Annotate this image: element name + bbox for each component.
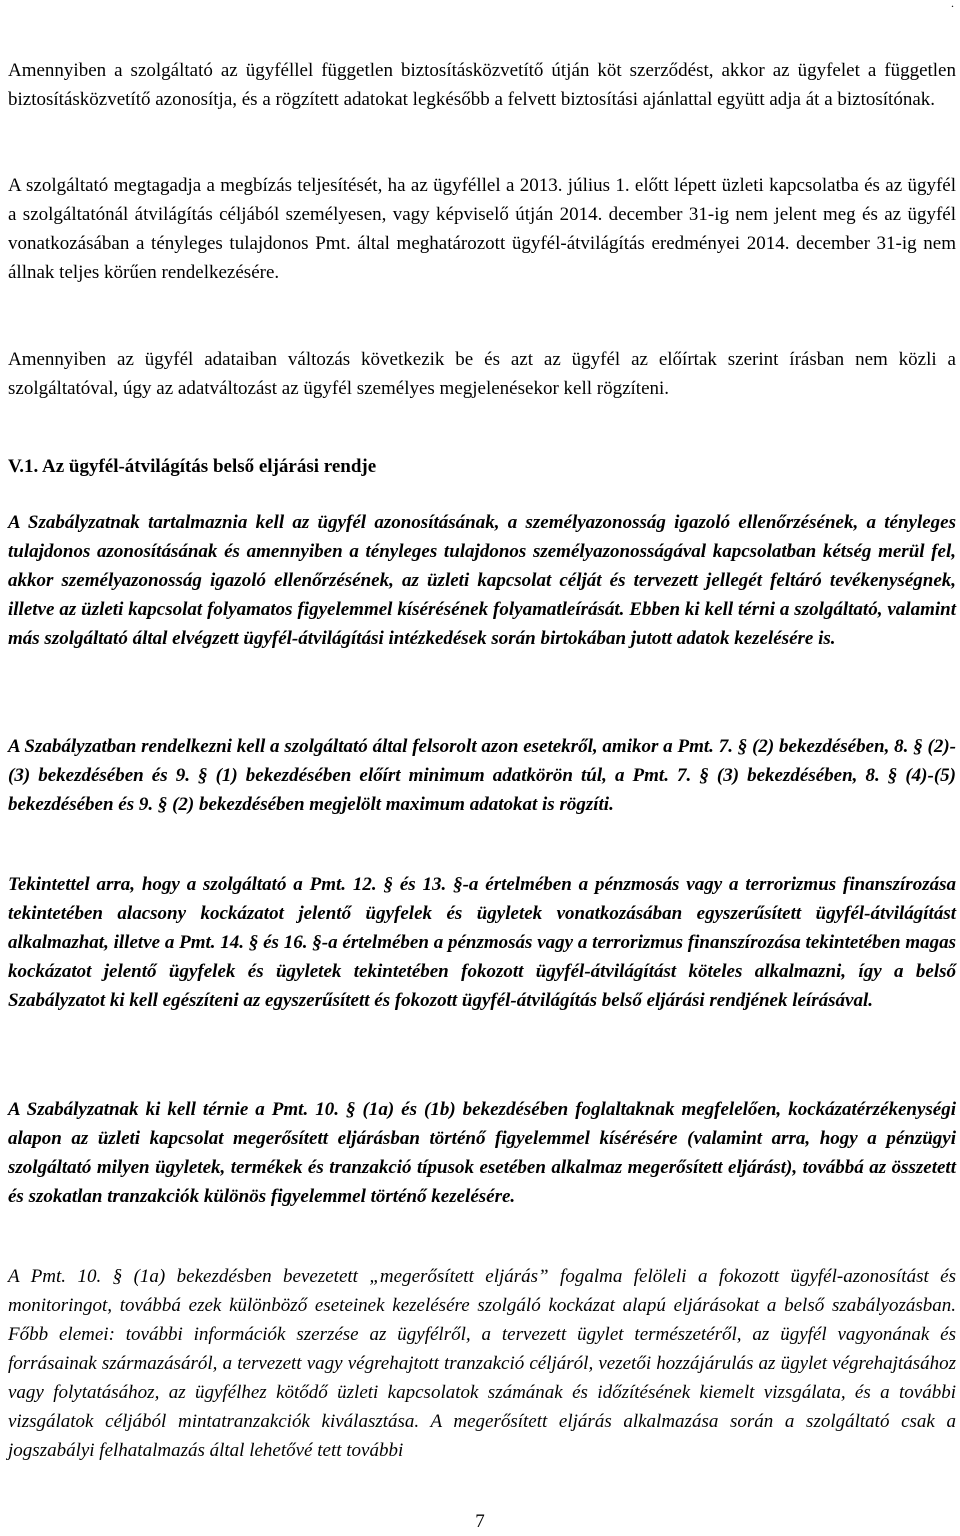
paragraph-data-scope: A Szabályzatban rendelkezni kell a szolgáltató által felsorolt azon esetekről, amikor a Pmt. 7. § (2) bekezdésében, 8. § (2)-(3) bekezdésében és 9. § (1) bekezdésében előírt minimum adatkörön túl, a Pmt. 7. § (3) bekezdésében, 8. § (4)-(5) bekezdésében és 9. § (2) bekezdésében megjelölt maximum adatokat is rögzíti. (8, 736, 956, 815)
paragraph-enhanced-definition: A Pmt. 10. § (1a) bekezdésben bevezetett „megerősített eljárás” fogalma felöleli a fokozott ügyfél-azonosítást és monitoringot, továbbá ezek különböző eseteinek kezelésére szolgáló kockázat alapú eljárásokat a belső szabályozásban. Főbb elemei: további információk szerzése az ügyfélről, a tervezett ügylet természetéről, az ügyfél vagyonának és forrásainak származásáról, a tervezett vagy végrehajtott tranzakció céljáról, vezetői hozzájárulás az ügylet végrehajtásához vagy folytatásához, az ügyfélhez kötődő üzleti kapcsolatok számának és időzítésének kiemelt vizsgálata, és a további vizsgálatok céljából mintatranzakciók kiválasztása. A megerősített eljárás alkalmazása során a szolgáltató csak a jogszabályi felhatalmazás által lehetővé tett további (8, 1266, 956, 1461)
paragraph-enhanced-procedure: A Szabályzatnak ki kell térnie a Pmt. 10. § (1a) és (1b) bekezdésében foglaltaknak megfelelően, kockázatérzékenységi alapon az üzleti kapcsolat megerősített eljárásban történő figyelemmel kísérésére (valamint arra, hogy a pénzügyi szolgáltató milyen ügyletek, termékek és tranzakció típusok esetében alkalmaz megerősített eljárást), továbbá az összetett és szokatlan tranzakciók különös figyelemmel történő kezelésére. (8, 1099, 956, 1207)
page-number: 7 (475, 1511, 485, 1532)
paragraph-independent-broker: Amennyiben a szolgáltató az ügyféllel független biztosításközvetítő útján köt szerződést, akkor az ügyfelet a független biztosításközvetítő azonosítja, és a rögzített adatokat legkésőbb a felvett biztosítási ajánlattal együtt adja át a biztosítónak. (8, 60, 956, 110)
paragraph-refusal: A szolgáltató megtagadja a megbízás teljesítését, ha az ügyféllel a 2013. július 1. előtt lépett üzleti kapcsolatba és az ügyfél a szolgáltatónál átvilágítás céljából személyesen, vagy képviselő útján 2014. december 31-ig nem jelent meg és az ügyfél vonatkozásában a tényleges tulajdonos Pmt. által meghatározott ügyfél-átvilágítás eredményei 2014. december 31-ig nem állnak teljes körűen rendelkezésére. (8, 175, 956, 283)
paragraph-data-change: Amennyiben az ügyfél adataiban változás következik be és azt az ügyfél az előírtak szerint írásban nem közli a szolgáltatóval, úgy az adatváltozást az ügyfél személyes megjelenésekor kell rögzíteni. (8, 349, 956, 399)
paragraph-policy-content: A Szabályzatnak tartalmaznia kell az ügyfél azonosításának, a személyazonosság igazoló ellenőrzésének, a tényleges tulajdonos azonosításának és amennyiben a tényleges tulajdonos személyazonosságával kapcsolatban kétség merül fel, akkor személyazonosság igazoló ellenőrzésének, az üzleti kapcsolat célját és tervezett jellegét feltáró tevékenységnek, illetve az üzleti kapcsolat folyamatos figyelemmel kísérésének folyamatleírását. Ebben ki kell térni a szolgáltató, valamint más szolgáltató által elvégzett ügyfél-átvilágítási intézkedések során birtokában jutott adatok kezelésére is. (8, 512, 956, 649)
corner-mark: . (951, 0, 954, 10)
paragraph-due-diligence-types: Tekintettel arra, hogy a szolgáltató a Pmt. 12. § és 13. §-a értelmében a pénzmosás vagy a terrorizmus finanszírozása tekintetében alacsony kockázatot jelentő ügyfelek és ügyletek vonatkozásában egyszerűsített ügyfél-átvilágítást alkalmazhat, illetve a Pmt. 14. § és 16. §-a értelmében a pénzmosás vagy a terrorizmus finanszírozása tekintetében magas kockázatot jelentő ügyfelek és ügyletek tekintetében fokozott ügyfél-átvilágítást köteles alkalmazni, így a belső Szabályzatot ki kell egészíteni az egyszerűsített és fokozott ügyfél-átvilágítás belső eljárási rendjének leírásával. (8, 874, 956, 1011)
section-heading: V.1. Az ügyfél-átvilágítás belső eljárási rendje (8, 456, 377, 477)
